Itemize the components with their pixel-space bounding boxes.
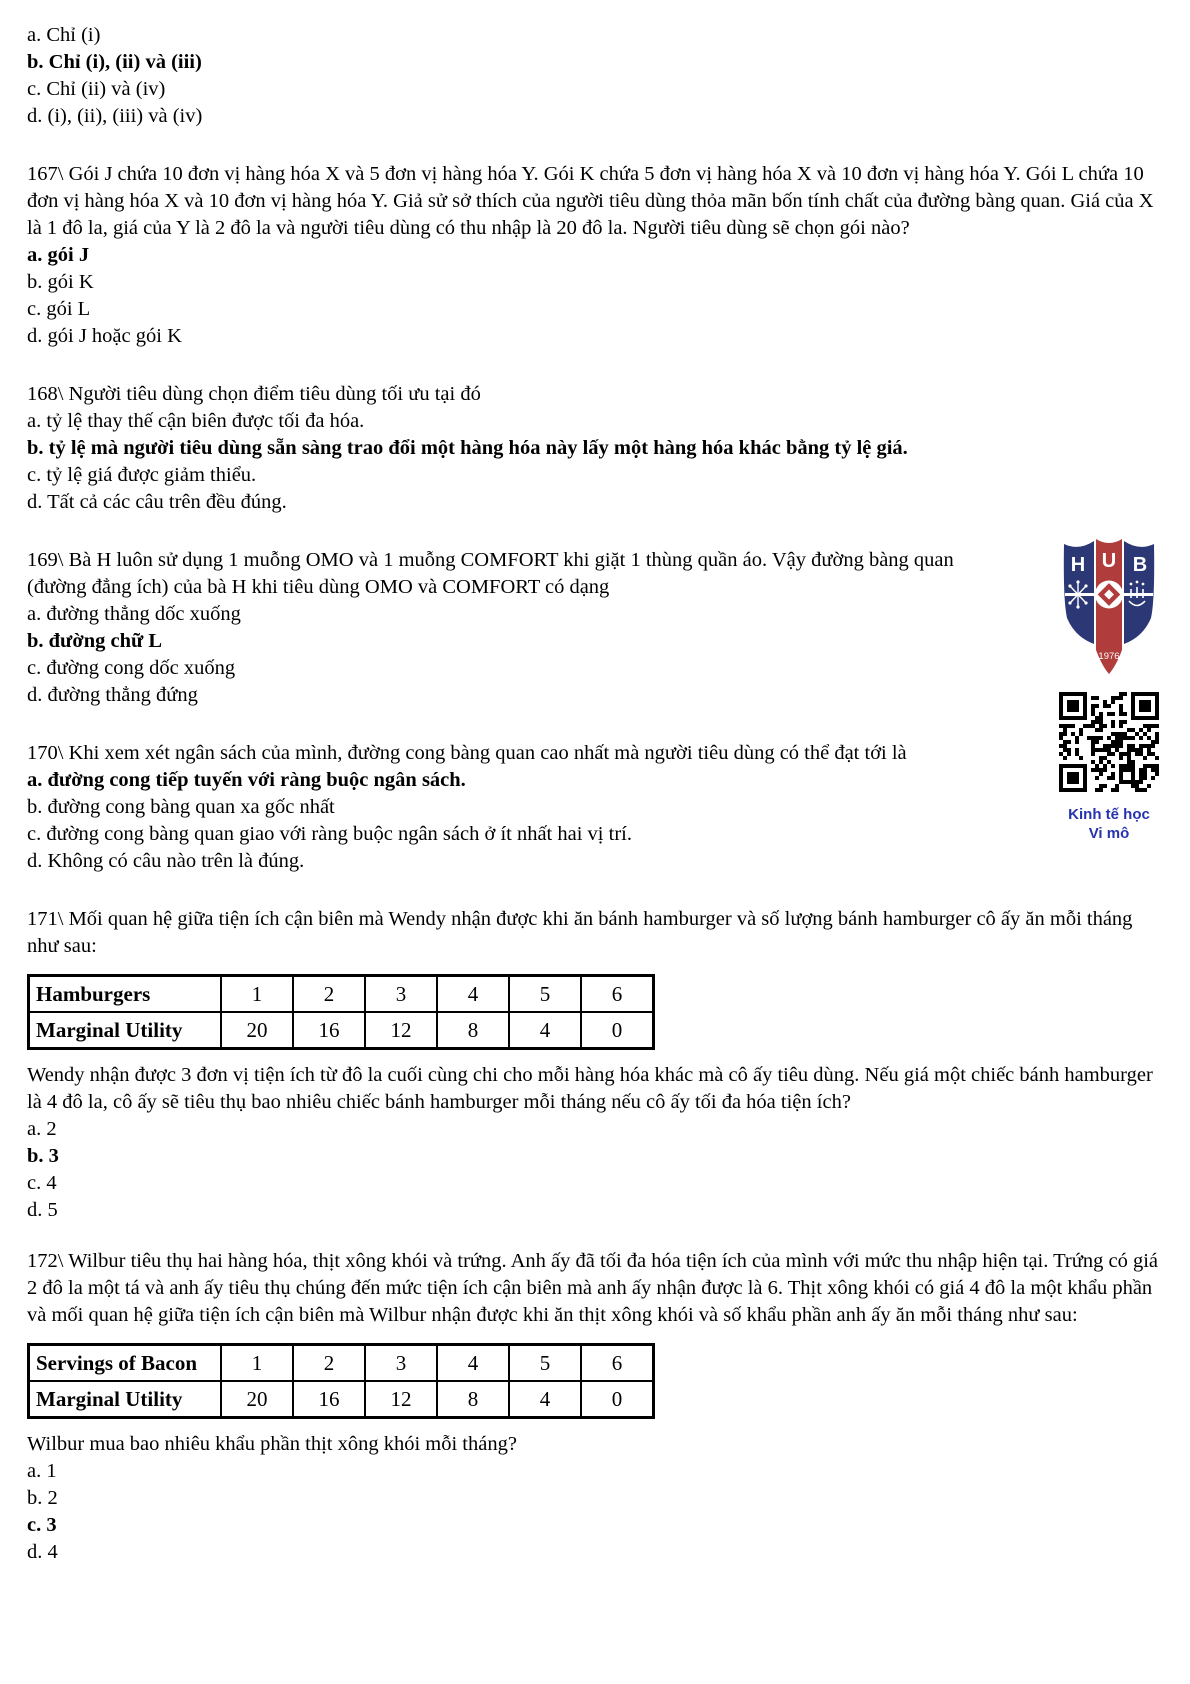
table-cell: 6 xyxy=(581,1345,654,1382)
table-row xyxy=(29,1345,654,1382)
table-cell: 5 xyxy=(509,976,581,1013)
table-cell: 4 xyxy=(437,976,509,1013)
qr-caption xyxy=(1054,805,1164,843)
question-169-text: 169\ Bà H luôn sử dụng 1 muỗng OMO và 1 muỗng COMFORT khi giặt 1 thùng quần áo. Vậy đường bàng quan (đường đẳng ích) của bà H khi tiêu dùng OMO và COMFORT có dạng xyxy=(27,549,959,598)
lead-option-d: d. (i), (ii), (iii) và (iv) xyxy=(27,105,203,127)
table-cell: 4 xyxy=(437,1345,509,1382)
question-169-option-a: a. đường thẳng dốc xuống xyxy=(27,603,241,625)
question-167-text: 167\ Gói J chứa 10 đơn vị hàng hóa X và 5 đơn vị hàng hóa Y. Gói K chứa 5 đơn vị hàng hóa X và 10 đơn vị hàng hóa Y. Gói L chứa 10 đơn vị hàng hóa X và 10 đơn vị hàng hóa Y. Giả sử sở thích của người tiêu dùng thỏa mãn bốn tính chất của đường bàng quan. Giá của X là 1 đô la, giá của Y là 2 đô la và người tiêu dùng có thu nhập là 20 đô la. Người tiêu dùng sẽ chọn gói nào? xyxy=(27,163,1159,239)
question-170-option-a: a. đường cong tiếp tuyến với ràng buộc ngân sách. xyxy=(27,769,466,791)
question-170 xyxy=(27,740,1163,875)
lead-option-c: c. Chỉ (ii) và (iv) xyxy=(27,78,166,100)
question-171-text: 171\ Mối quan hệ giữa tiện ích cận biên mà Wendy nhận được khi ăn bánh hamburger và số lượng bánh hamburger cô ấy ăn mỗi tháng như sau: xyxy=(27,908,1138,957)
question-169-option-c: c. đường cong dốc xuống xyxy=(27,657,236,679)
question-171-option-d: d. 5 xyxy=(27,1199,58,1221)
question-169-option-b: b. đường chữ L xyxy=(27,630,163,652)
qr-caption-line2: Vi mô xyxy=(1088,825,1130,842)
table-row2-label: Marginal Utility xyxy=(29,1012,222,1049)
question-168-option-d: d. Tất cả các câu trên đều đúng. xyxy=(27,491,287,513)
qr-code-icon xyxy=(1059,692,1159,792)
marginal-utility-table-hamburgers xyxy=(27,974,655,1050)
question-167 xyxy=(27,161,1163,350)
hub-university-logo-icon xyxy=(1061,530,1157,680)
table-cell: 16 xyxy=(293,1381,365,1418)
qr-code xyxy=(1059,692,1159,792)
question-168-option-a: a. tỷ lệ thay thế cận biên được tối đa hóa. xyxy=(27,410,365,432)
table-row xyxy=(29,1381,654,1418)
table-cell: 0 xyxy=(581,1012,654,1049)
logo-letter-h: H xyxy=(1070,554,1086,576)
question-172-option-c: c. 3 xyxy=(27,1514,57,1536)
question-167-option-a: a. gói J xyxy=(27,244,90,266)
question-167-option-c: c. gói L xyxy=(27,298,91,320)
table-cell: 1 xyxy=(221,1345,293,1382)
table-row1-label: Servings of Bacon xyxy=(29,1345,222,1382)
question-171-option-c: c. 4 xyxy=(27,1172,57,1194)
lead-options xyxy=(27,22,1163,130)
question-168-option-b: b. tỷ lệ mà người tiêu dùng sẵn sàng trao đổi một hàng hóa này lấy một hàng hóa khác bằng tỷ lệ giá. xyxy=(27,437,908,459)
table-cell: 12 xyxy=(365,1381,437,1418)
question-172-option-a: a. 1 xyxy=(27,1460,57,1482)
question-171-text2: Wendy nhận được 3 đơn vị tiện ích từ đô la cuối cùng chi cho mỗi hàng hóa khác mà cô ấy tiêu dùng. Nếu giá một chiếc bánh hamburger là 4 đô la, cô ấy sẽ tiêu thụ bao nhiêu chiếc bánh hamburger mỗi tháng nếu cô ấy tối đa hóa tiện ích? xyxy=(27,1064,1158,1113)
qr-caption-line1: Kinh tế học xyxy=(1068,806,1150,823)
table-cell: 2 xyxy=(293,976,365,1013)
question-169 xyxy=(27,547,1163,709)
question-172-option-d: d. 4 xyxy=(27,1541,58,1563)
question-170-text: 170\ Khi xem xét ngân sách của mình, đường cong bàng quan cao nhất mà người tiêu dùng có thể đạt tới là xyxy=(27,742,907,764)
lead-option-b: b. Chỉ (i), (ii) và (iii) xyxy=(27,51,202,73)
question-171 xyxy=(27,906,1163,1224)
table-cell: 20 xyxy=(221,1012,293,1049)
table-cell: 8 xyxy=(437,1381,509,1418)
question-168 xyxy=(27,381,1163,516)
question-169-option-d: d. đường thẳng đứng xyxy=(27,684,198,706)
question-172 xyxy=(27,1248,1163,1566)
side-media-block xyxy=(1054,530,1164,843)
table-cell: 8 xyxy=(437,1012,509,1049)
logo-year: 1976 xyxy=(1098,651,1120,662)
table-cell: 3 xyxy=(365,976,437,1013)
logo-letter-u: U xyxy=(1101,550,1117,572)
logo-letter-b: B xyxy=(1132,554,1148,576)
table-row1-label: Hamburgers xyxy=(29,976,222,1013)
table-cell: 3 xyxy=(365,1345,437,1382)
question-170-option-c: c. đường cong bàng quan giao với ràng buộc ngân sách ở ít nhất hai vị trí. xyxy=(27,823,632,845)
question-172-option-b: b. 2 xyxy=(27,1487,58,1509)
question-167-option-b: b. gói K xyxy=(27,271,94,293)
question-170-option-b: b. đường cong bàng quan xa gốc nhất xyxy=(27,796,335,818)
table-row xyxy=(29,1012,654,1049)
lead-option-a: a. Chỉ (i) xyxy=(27,24,101,46)
question-171-option-b: b. 3 xyxy=(27,1145,59,1167)
table-cell: 1 xyxy=(221,976,293,1013)
question-168-option-c: c. tỷ lệ giá được giảm thiểu. xyxy=(27,464,257,486)
question-172-text2: Wilbur mua bao nhiêu khẩu phần thịt xông khói mỗi tháng? xyxy=(27,1433,517,1455)
table-cell: 20 xyxy=(221,1381,293,1418)
table-cell: 4 xyxy=(509,1381,581,1418)
table-cell: 4 xyxy=(509,1012,581,1049)
question-170-option-d: d. Không có câu nào trên là đúng. xyxy=(27,850,305,872)
table-cell: 5 xyxy=(509,1345,581,1382)
table-row xyxy=(29,976,654,1013)
table-cell: 6 xyxy=(581,976,654,1013)
table-row2-label: Marginal Utility xyxy=(29,1381,222,1418)
question-167-option-d: d. gói J hoặc gói K xyxy=(27,325,182,347)
marginal-utility-table-bacon xyxy=(27,1343,655,1419)
question-172-text: 172\ Wilbur tiêu thụ hai hàng hóa, thịt xông khói và trứng. Anh ấy đã tối đa hóa tiện ích của mình với mức thu nhập hiện tại. Trứng có giá 2 đô la một tá và anh ấy tiêu thụ chúng đến mức tiện ích cận biên mà anh ấy nhận được là 6. Thịt xông khói có giá 4 đô la một khẩu phần và mối quan hệ giữa tiện ích cận biên mà Wilbur nhận được khi ăn thịt xông khói và số khẩu phần anh ấy ăn mỗi tháng như sau: xyxy=(27,1250,1164,1326)
table-cell: 12 xyxy=(365,1012,437,1049)
question-171-option-a: a. 2 xyxy=(27,1118,57,1140)
table-cell: 16 xyxy=(293,1012,365,1049)
table-cell: 0 xyxy=(581,1381,654,1418)
table-cell: 2 xyxy=(293,1345,365,1382)
question-168-text: 168\ Người tiêu dùng chọn điểm tiêu dùng tối ưu tại đó xyxy=(27,383,481,405)
